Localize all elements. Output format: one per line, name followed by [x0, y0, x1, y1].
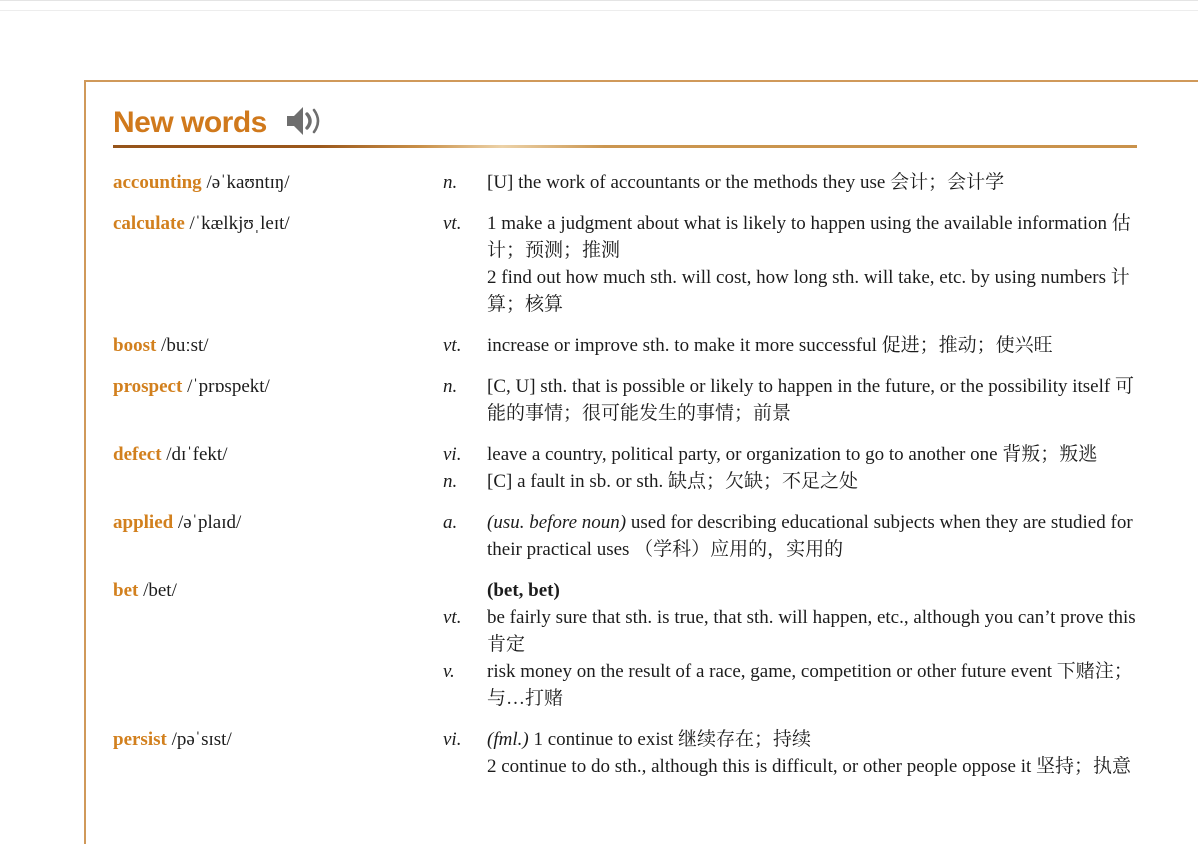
pos-label: a.	[443, 512, 458, 533]
definition-line: [C] a fault in sb. or sth. 缺点；欠缺；不足之处	[487, 471, 859, 492]
italic-label: (fml.)	[487, 729, 534, 750]
definition	[487, 169, 1147, 196]
vocab-entry	[113, 577, 1153, 712]
sense-row	[443, 332, 1153, 359]
headword: defect	[113, 444, 162, 465]
title-row	[113, 105, 1198, 141]
phonetic: /dɪˈfekt/	[161, 444, 228, 465]
section-title: New words	[113, 106, 267, 139]
definition-line: 1 make a judgment about what is likely to happen using the available information 估计；预测；推测	[487, 213, 1131, 261]
senses	[443, 577, 1153, 712]
phonetic: /ˈkælkjʊˌleɪt/	[184, 213, 290, 234]
definition	[487, 468, 1147, 495]
senses	[443, 210, 1153, 318]
vocab-entry	[113, 441, 1153, 495]
vocab-entry	[113, 373, 1153, 427]
definition	[487, 509, 1147, 563]
sense-row	[443, 468, 1153, 495]
word-cell	[113, 441, 443, 495]
vocab-entry	[113, 726, 1153, 780]
word-cell	[113, 509, 443, 563]
definition	[487, 332, 1147, 359]
vocab-entry	[113, 509, 1153, 563]
pos-label: n.	[443, 376, 458, 397]
senses	[443, 373, 1153, 427]
senses	[443, 726, 1153, 780]
definition-line: increase or improve sth. to make it more successful 促进；推动；使兴旺	[487, 335, 1053, 356]
title-underline	[113, 145, 1137, 148]
sense-row	[443, 441, 1153, 468]
sense-row	[443, 604, 1153, 658]
page-top-hairline	[0, 10, 1198, 11]
pos-label: vt.	[443, 607, 462, 628]
headword: persist	[113, 729, 167, 750]
pos-label: vt.	[443, 213, 462, 234]
definition-line: (bet, bet)	[487, 580, 560, 601]
headword: applied	[113, 512, 174, 533]
headword: accounting	[113, 172, 202, 193]
phonetic: /pəˈsɪst/	[166, 729, 232, 750]
sense-row	[443, 373, 1153, 427]
definition	[487, 577, 1147, 604]
speaker-icon[interactable]	[285, 106, 321, 141]
sense-row	[443, 509, 1153, 563]
page-top-edge	[0, 0, 1198, 1]
word-cell	[113, 169, 443, 196]
phonetic: /əˈplaɪd/	[173, 512, 242, 533]
vocab-entry	[113, 332, 1153, 359]
senses	[443, 332, 1153, 359]
pos-label: vi.	[443, 444, 462, 465]
sense-row	[443, 577, 1153, 604]
definition-line: risk money on the result of a race, game, competition or other future event 下赌注；与…打赌	[487, 661, 1133, 709]
headword: prospect	[113, 376, 183, 397]
new-words-panel	[84, 80, 1198, 844]
italic-label: (usu. before noun)	[487, 512, 631, 533]
sense-row	[443, 658, 1153, 712]
phonetic: /bet/	[138, 580, 177, 601]
word-cell	[113, 210, 443, 318]
headword: boost	[113, 335, 157, 356]
pos-label: vi.	[443, 729, 462, 750]
word-cell	[113, 577, 443, 712]
word-cell	[113, 373, 443, 427]
definition	[487, 658, 1147, 712]
phonetic: /buːst/	[156, 335, 209, 356]
word-cell	[113, 726, 443, 780]
pos-label	[443, 577, 487, 604]
definition-line: [C, U] sth. that is possible or likely to happen in the future, or the possibility itself 可能的事情；很可能发生的事情；前景	[487, 376, 1134, 424]
pos-label: vt.	[443, 335, 462, 356]
definition-line: 2 find out how much sth. will cost, how long sth. will take, etc. by using numbers 计算；核算	[487, 267, 1130, 315]
definition-line: (fml.) 1 continue to exist 继续存在；持续	[487, 729, 812, 750]
pos-label: n.	[443, 172, 458, 193]
pos-label: n.	[443, 471, 458, 492]
entries-list	[113, 169, 1153, 780]
definition-line: (usu. before noun) used for describing educational subjects when they are studied for their practical uses （学科）应用的，实用的	[487, 512, 1133, 560]
senses	[443, 509, 1153, 563]
vocab-entry	[113, 169, 1153, 196]
sense-row	[443, 726, 1153, 780]
sense-row	[443, 210, 1153, 318]
definition	[487, 441, 1147, 468]
definition-line: be fairly sure that sth. is true, that sth. will happen, etc., although you can’t prove this 肯定	[487, 607, 1136, 655]
senses	[443, 441, 1153, 495]
definition	[487, 210, 1147, 318]
headword: bet	[113, 580, 139, 601]
definition	[487, 726, 1147, 780]
definition	[487, 373, 1147, 427]
sense-row	[443, 169, 1153, 196]
definition-line: 2 continue to do sth., although this is difficult, or other people oppose it 坚持；执意	[487, 756, 1131, 777]
phonetic: /ˈprɒspekt/	[182, 376, 270, 397]
phonetic: /əˈkaʊntɪŋ/	[201, 172, 290, 193]
word-cell	[113, 332, 443, 359]
vocab-entry	[113, 210, 1153, 318]
senses	[443, 169, 1153, 196]
definition-line: leave a country, political party, or organization to go to another one 背叛；叛逃	[487, 444, 1098, 465]
pos-label: v.	[443, 661, 455, 682]
headword: calculate	[113, 213, 185, 234]
definition	[487, 604, 1147, 658]
definition-line: [U] the work of accountants or the methods they use 会计；会计学	[487, 172, 1005, 193]
